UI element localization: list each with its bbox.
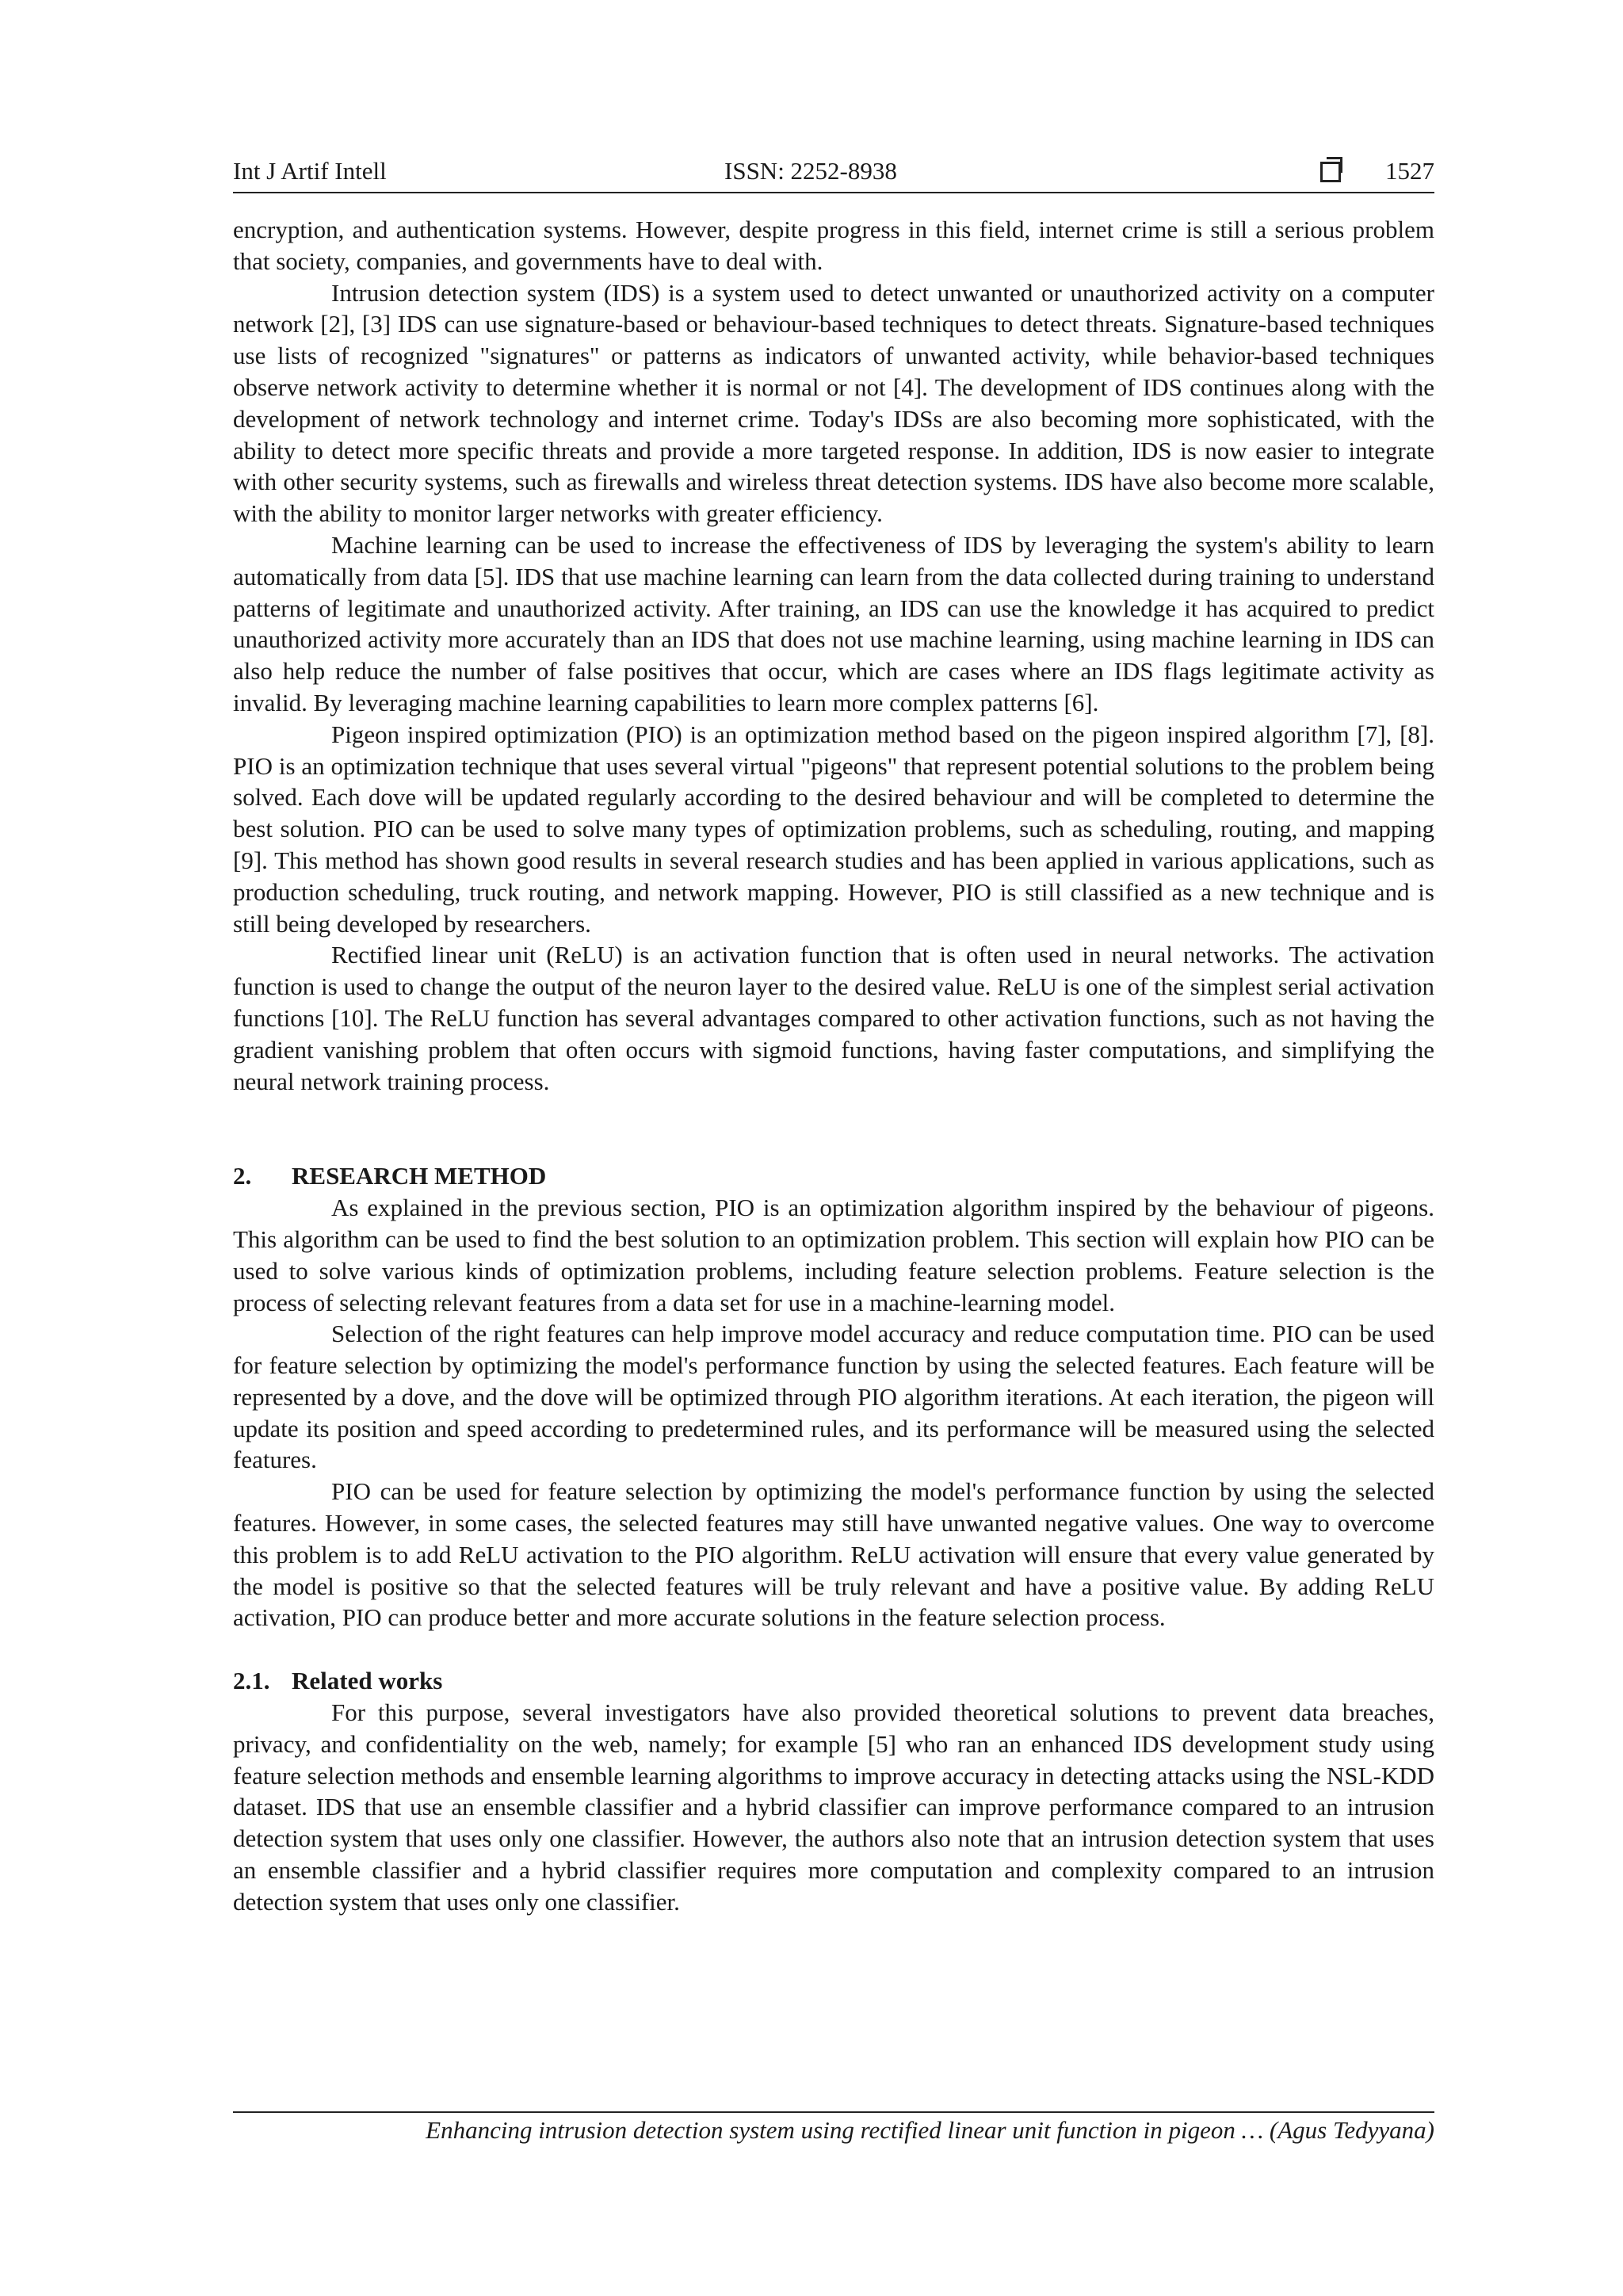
paragraph-machine-learning: Machine learning can be used to increase the effectiveness of IDS by leveraging the system's ability to learn automatically from data [5]. IDS that use machine learning can learn from the data collected during training to understand patterns of legitimate and unauthorized activity. After training, an IDS can use the knowledge it has acquired to predict unauthorized activity more accurately than an IDS that does not use machine learning, using machine learning in IDS can also help reduce the number of false positives that occur, which are cases where an IDS flags legitimate activity as invalid. By leveraging machine learning capabilities to learn more complex patterns [6].	[233, 530, 1434, 716]
paragraph-relu-activation: PIO can be used for feature selection by optimizing the model's performance function by using the selected features. However, in some cases, the selected features may still have unwanted negative values. One way to overcome this problem is to add ReLU activation to the PIO algorithm. ReLU activation will ensure that every value generated by the model is positive so that the selected features will be truly relevant and have a positive value. By adding ReLU activation, PIO can produce better and more accurate solutions in the feature selection process.	[233, 1477, 1434, 1632]
subsection-number: 2.1.	[233, 1667, 270, 1695]
spacer	[233, 1633, 1434, 1665]
section-heading-research-method	[233, 1160, 1434, 1192]
paragraph-ids: Intrusion detection system (IDS) is a system used to detect unwanted or unauthorized activity on a computer network [2], [3] IDS can use signature-based or behaviour-based techniques to detect threats. Signature-based techniques use lists of recognized "signatures" or patterns as indicators of unwanted activity, while behavior-based techniques observe network activity to determine whether it is normal or not [4]. The development of IDS continues along with the development of network technology and internet crime. Today's IDSs are also becoming more sophisticated, with the ability to detect more specific threats and provide a more targeted response. In addition, IDS is now easier to integrate with other security systems, such as firewalls and wireless threat detection systems. IDS have also become more scalable, with the ability to monitor larger networks with greater efficiency.	[233, 278, 1434, 528]
page-body	[233, 214, 1434, 1918]
subsection-heading-related-works	[233, 1665, 1434, 1697]
section-title: RESEARCH METHOD	[292, 1162, 547, 1190]
footer-divider	[233, 2111, 1434, 2113]
paragraph-method-intro: As explained in the previous section, PIO is an optimization algorithm inspired by the behaviour of pigeons. This algorithm can be used to find the best solution to an optimization problem. This section will explain how PIO can be used to solve various kinds of optimization problems, including feature selection problems. Feature selection is the process of selecting relevant features from a data set for use in a machine-learning model.	[233, 1194, 1434, 1316]
subsection-title: Related works	[292, 1667, 443, 1695]
page-header	[233, 155, 1434, 193]
issn: ISSN: 2252-8938	[724, 157, 897, 185]
section-number: 2.	[233, 1162, 252, 1190]
paragraph-feature-selection: Selection of the right features can help improve model accuracy and reduce computation time. PIO can be used for feature selection by optimizing the model's performance function by using the selected features. Each feature will be represented by a dove, and the dove will be optimized through PIO algorithm iterations. At each iteration, the pigeon will update its position and speed according to predetermined rules, and its performance will be measured using the selected features.	[233, 1320, 1434, 1474]
spacer	[233, 1097, 1434, 1160]
page-number: 1527	[1385, 157, 1434, 185]
running-footer: Enhancing intrusion detection system using rectified linear unit function in pigeon … (Agus Tedyyana)	[426, 2116, 1434, 2144]
paragraph-related-works: For this purpose, several investigators have also provided theoretical solutions to prevent data breaches, privacy, and confidentiality on the web, namely; for example [5] who ran an enhanced IDS development study using feature selection methods and ensemble learning algorithms to improve accuracy in detecting attacks using the NSL-KDD dataset. IDS that use an ensemble classifier and a hybrid classifier can improve performance compared to an intrusion detection system that uses only one classifier. However, the authors also note that an intrusion detection system that uses an ensemble classifier and a hybrid classifier requires more computation and complexity compared to an intrusion detection system that uses only one classifier.	[233, 1698, 1434, 1916]
paragraph-pio: Pigeon inspired optimization (PIO) is an optimization method based on the pigeon inspired algorithm [7], [8]. PIO is an optimization technique that uses several virtual "pigeons" that represent potential solutions to the problem being solved. Each dove will be updated regularly according to the desired behaviour and will be completed to determine the best solution. PIO can be used to solve many types of optimization problems, such as scheduling, routing, and mapping [9]. This method has shown good results in several research studies and has been applied in various applications, such as production scheduling, truck routing, and network mapping. However, PIO is still classified as a new technique and is still being developed by researchers.	[233, 720, 1434, 938]
paragraph-continued: encryption, and authentication systems. However, despite progress in this field, internet crime is still a serious problem that society, companies, and governments have to deal with.	[233, 216, 1434, 275]
journal-name: Int J Artif Intell	[233, 157, 387, 185]
page-box-icon	[1320, 162, 1341, 182]
paragraph-relu: Rectified linear unit (ReLU) is an activation function that is often used in neural networks. The activation function is used to change the output of the neuron layer to the desired value. ReLU is one of the simplest serial activation functions [10]. The ReLU function has several advantages compared to other activation functions, such as not having the gradient vanishing problem that often occurs with sigmoid functions, having faster computations, and simplifying the neural network training process.	[233, 941, 1435, 1095]
